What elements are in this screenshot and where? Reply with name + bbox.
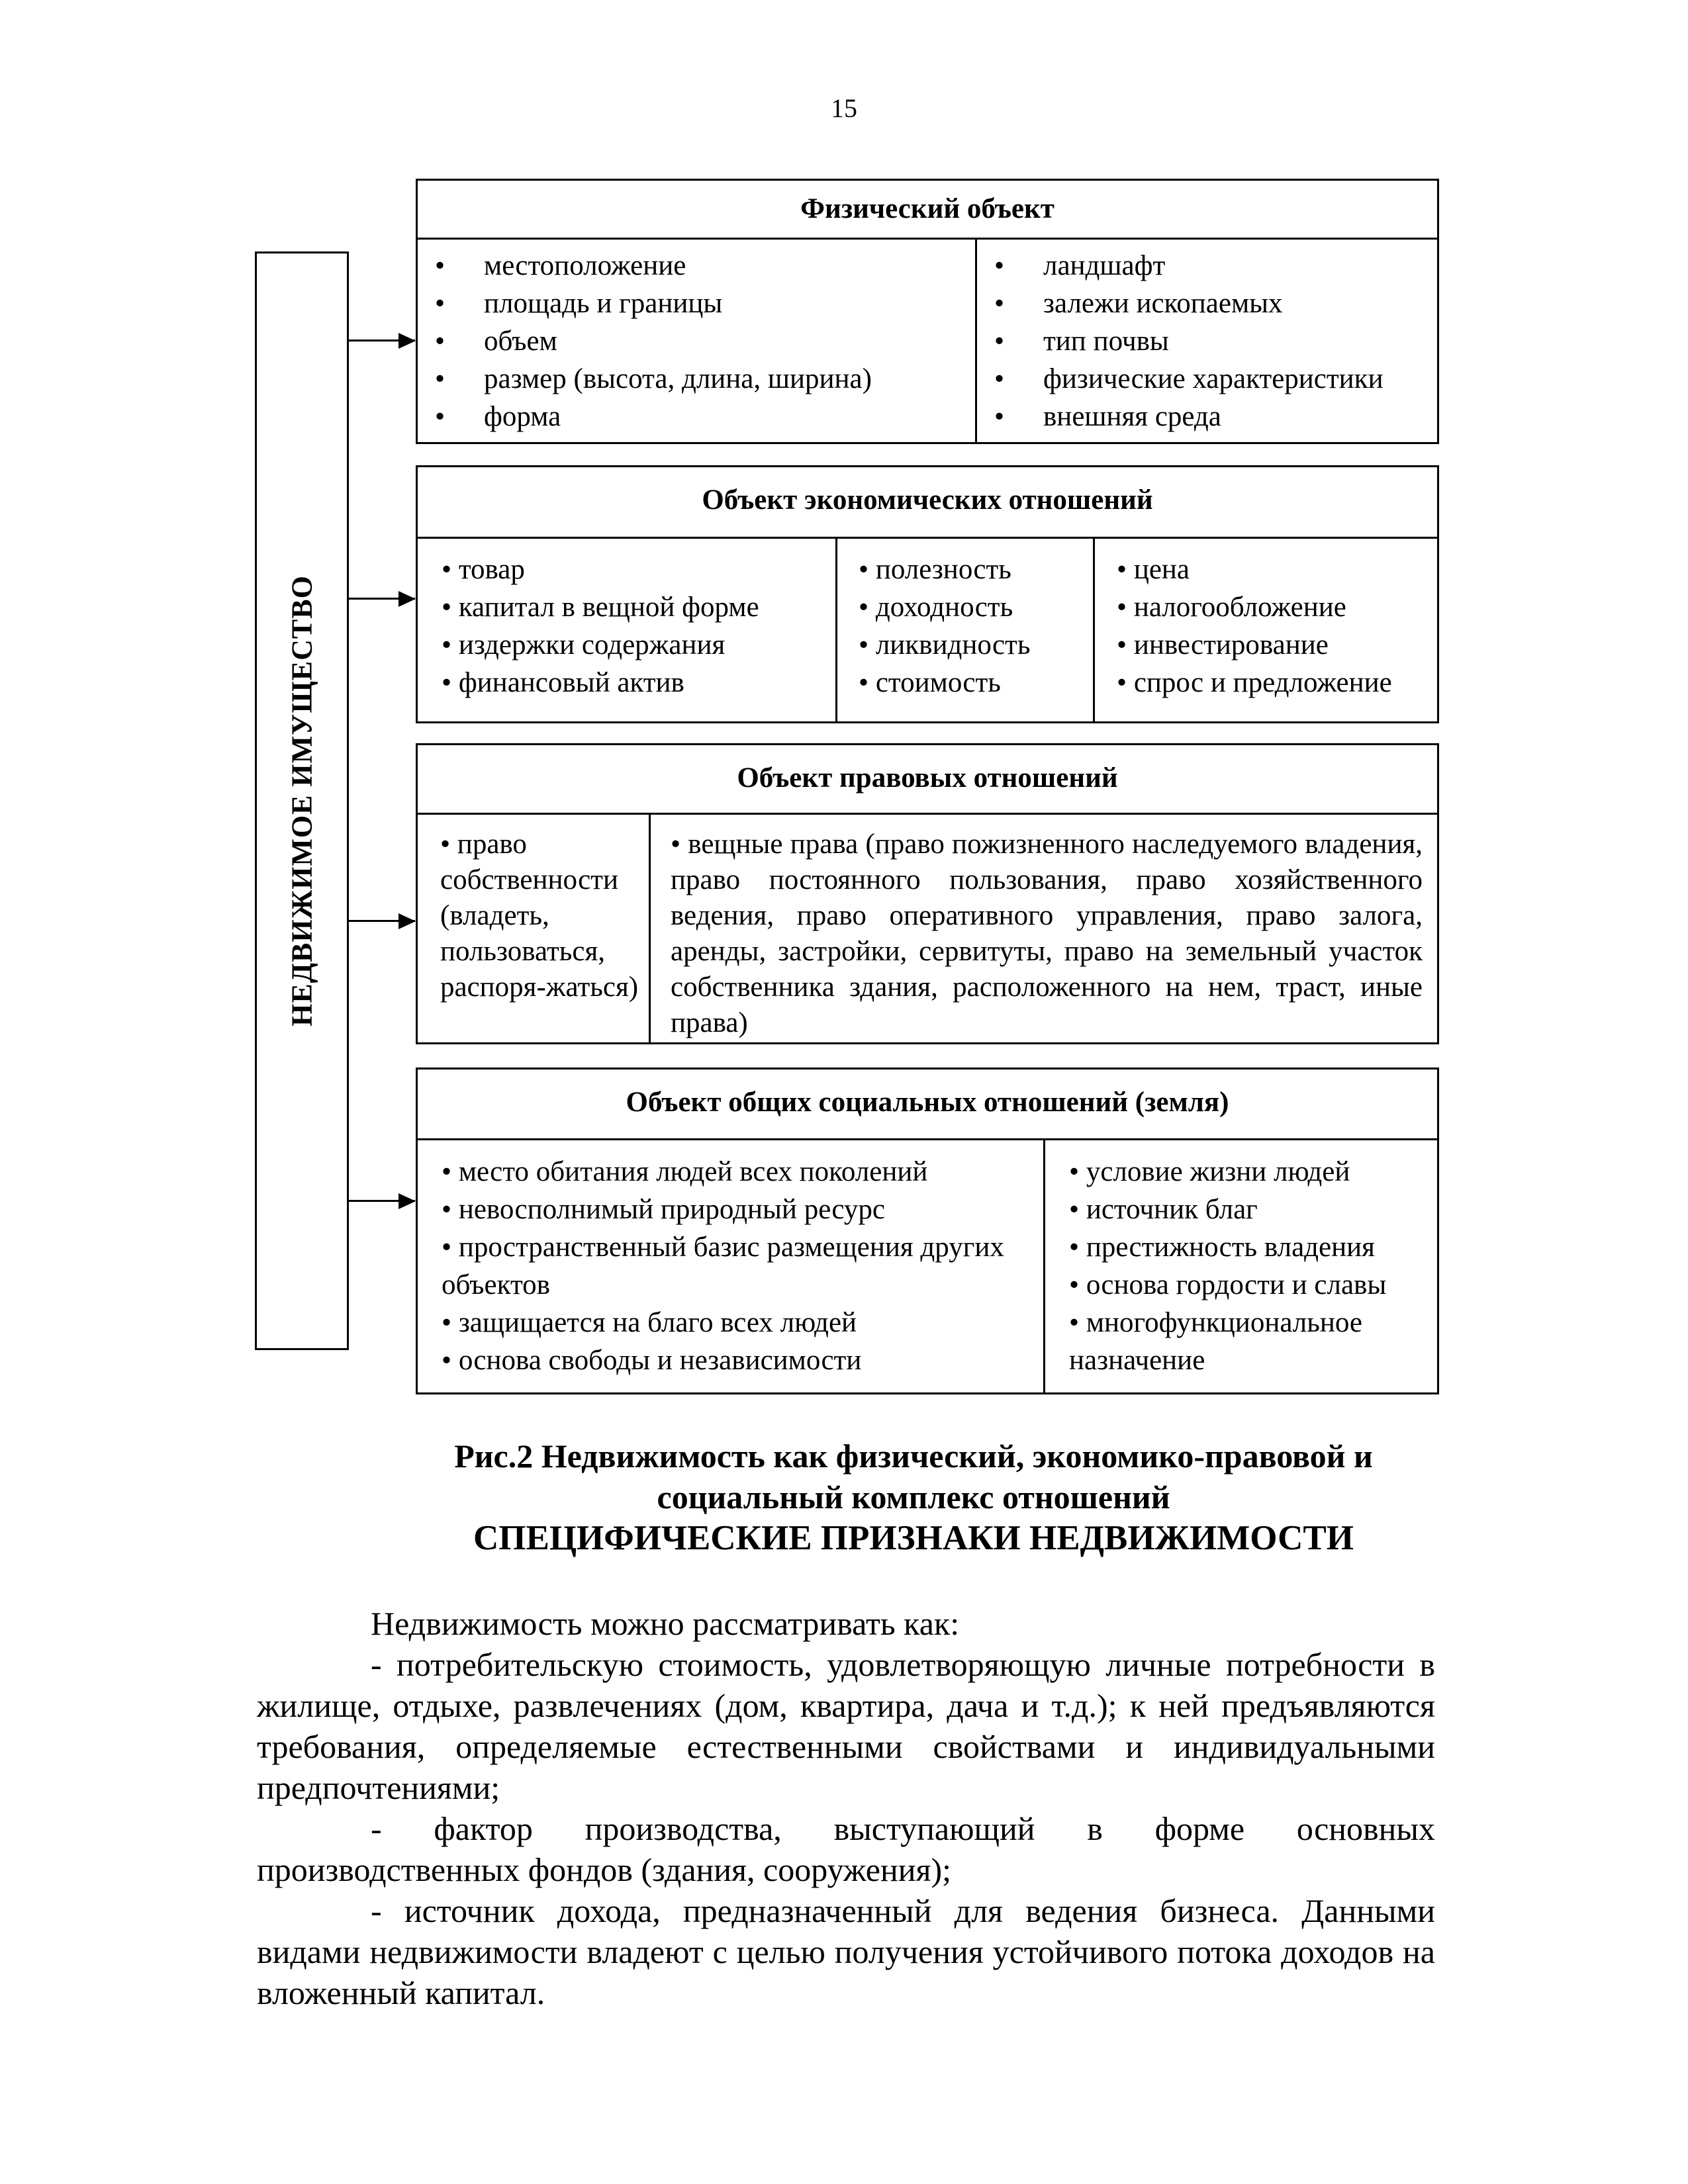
- list-item: • ликвидность: [841, 626, 1092, 664]
- social-object-box: [416, 1068, 1439, 1394]
- list-item: • издержки содержания: [424, 626, 835, 664]
- economic-column-2: [841, 551, 1092, 721]
- legal-object-title: Объект правовых отношений: [418, 745, 1437, 815]
- divider: [1093, 537, 1095, 721]
- economic-column-1: [424, 551, 835, 721]
- list-item: • пространственный базис размещения других объектов: [424, 1228, 1013, 1304]
- legal-left-column: [440, 827, 645, 1042]
- legal-right-column: [671, 827, 1423, 1042]
- list-item: • полезность: [841, 551, 1092, 588]
- legal-ownership-text: • право собственности (владеть, пользоваться, распоря-жаться): [440, 829, 639, 1003]
- list-item: • ландшафт: [977, 247, 1437, 285]
- list-item: • основа гордости и славы: [1052, 1266, 1430, 1304]
- list-item: • условие жизни людей: [1052, 1153, 1430, 1191]
- figure-caption-line-2: социальный комплекс отношений: [657, 1479, 1170, 1516]
- page-number: 15: [831, 93, 857, 123]
- list-item: • престижность владения: [1052, 1228, 1430, 1266]
- legal-object-box: [416, 743, 1439, 1044]
- list-item: • основа свободы и независимости: [424, 1342, 1013, 1379]
- list-item: • размер (высота, длина, ширина): [418, 360, 975, 398]
- physical-right-column: [977, 247, 1437, 442]
- list-item: • невосполнимый природный ресурс: [424, 1191, 1013, 1228]
- divider: [835, 537, 837, 721]
- list-item: • товар: [424, 551, 835, 588]
- side-label: НЕДВИЖИМОЕ ИМУЩЕСТВО: [285, 575, 318, 1026]
- list-item: • стоимость: [841, 664, 1092, 702]
- list-item: • площадь и границы: [418, 285, 975, 322]
- list-item: • местоположение: [418, 247, 975, 285]
- list-item: • многофункциональное назначение: [1052, 1304, 1430, 1379]
- list-item: • источник благ: [1052, 1191, 1430, 1228]
- list-item: • налогообложение: [1100, 588, 1437, 626]
- list-item: • форма: [418, 398, 975, 435]
- list-item: • защищается на благо всех людей: [424, 1304, 1013, 1342]
- list-item: • спрос и предложение: [1100, 664, 1437, 702]
- side-label-box: [255, 251, 349, 1350]
- list-item: • место обитания людей всех поколений: [424, 1153, 1013, 1191]
- list-item: • доходность: [841, 588, 1092, 626]
- economic-object-title: Объект экономических отношений: [418, 467, 1437, 539]
- list-item: • тип почвы: [977, 322, 1437, 360]
- physical-object-box: [416, 179, 1439, 444]
- list-item: • финансовый актив: [424, 664, 835, 702]
- arrow-head-icon: [399, 333, 416, 349]
- economic-column-3: [1100, 551, 1437, 721]
- list-item: • физические характеристики: [977, 360, 1437, 398]
- body-text: [257, 1603, 1435, 2013]
- list-item: • объем: [418, 322, 975, 360]
- list-item: • инвестирование: [1100, 626, 1437, 664]
- arrow-head-icon: [399, 591, 416, 607]
- arrow-head-icon: [399, 913, 416, 929]
- paragraph: - потребительскую стоимость, удовлетворяющую личные потребности в жилище, отдыхе, развлечениях (дом, квартира, дача и т.д.); к ней предъявляются требования, определяемые естественными свойствами и индивидуальными предпочтениями;: [257, 1646, 1435, 1806]
- paragraph: - источник дохода, предназначенный для ведения бизнеса. Данными видами недвижимости владеют с целью получения устойчивого потока доходов на вложенный капитал.: [257, 1892, 1435, 2011]
- section-heading: СПЕЦИФИЧЕСКИЕ ПРИЗНАКИ НЕДВИЖИМОСТИ: [473, 1519, 1354, 1557]
- list-item: • цена: [1100, 551, 1437, 588]
- list-item: • внешняя среда: [977, 398, 1437, 435]
- arrow-head-icon: [399, 1193, 416, 1209]
- social-right-column: [1052, 1153, 1430, 1392]
- divider: [649, 813, 651, 1042]
- economic-object-box: [416, 465, 1439, 723]
- social-object-title: Объект общих социальных отношений (земля): [418, 1069, 1437, 1140]
- physical-left-column: [418, 247, 975, 442]
- paragraph: Недвижимость можно рассматривать как:: [371, 1605, 960, 1642]
- figure-caption-line-1: Рис.2 Недвижимость как физический, экономико-правовой и: [454, 1437, 1373, 1475]
- physical-object-title: Физический объект: [418, 181, 1437, 240]
- list-item: • залежи ископаемых: [977, 285, 1437, 322]
- divider: [1043, 1138, 1045, 1392]
- paragraph: - фактор производства, выступающий в форме основных производственных фондов (здания, сооружения);: [257, 1810, 1435, 1888]
- legal-rights-text: • вещные права (право пожизненного наследуемого владения, право постоянного пользования, право хозяйственного ведения, право оперативного управления, право залога, аренды, застройки, сервитуты, право на земельный участок собственника здания, расположенного на нем, траст, иные права): [671, 829, 1423, 1038]
- social-left-column: [424, 1153, 1027, 1392]
- list-item: • капитал в вещной форме: [424, 588, 835, 626]
